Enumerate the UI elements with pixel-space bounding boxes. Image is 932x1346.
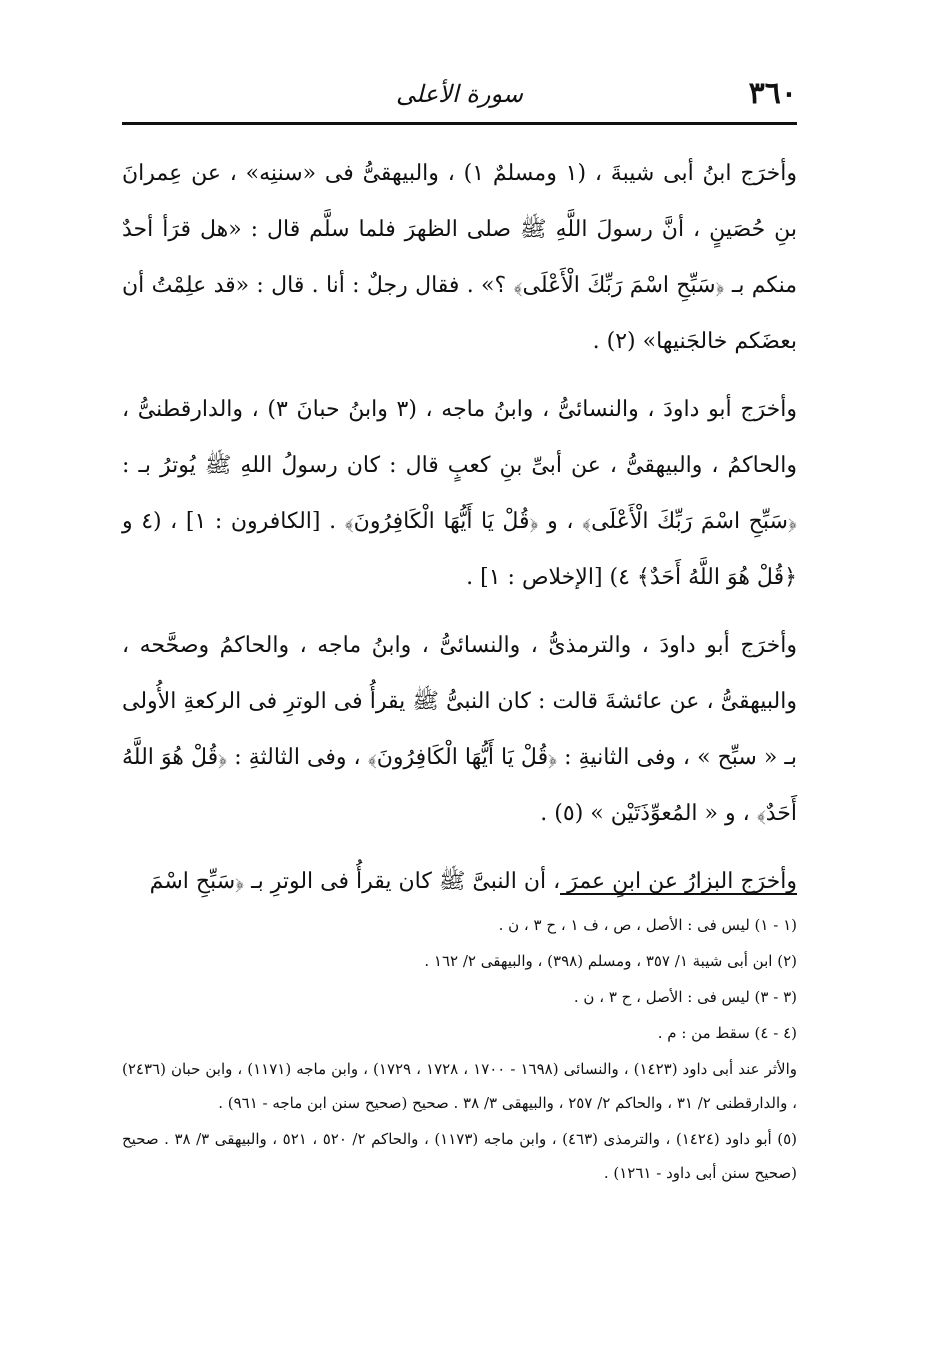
paragraph: وأخرَج أبو داودَ ، والنسائىُّ ، وابنُ ماجه ، (٣ وابنُ حبانَ ٣) ، والدارقطنىُّ ، والحاكمُ ، والبيهقىُّ ، عن أبىِّ بنِ كعبٍ قال : كان رسولُ اللهِ ﷺ يُوترُ بـ : ﴿سَبِّحِ اسْمَ رَبِّكَ الْأَعْلَى﴾ ، و ﴿قُلْ يَا أَيُّهَا الْكَافِرُونَ﴾ . [الكافرون : ١] ، (٤ و ﴿قُلْ هُوَ اللَّهُ أَحَدٌ﴾ ٤) [الإخلاص : ١] . [122, 397, 797, 590]
paragraph: وأخرَج أبو داودَ ، والترمذىُّ ، والنسائىُّ ، وابنُ ماجه ، والحاكمُ وصحَّحه ، والبيهقىُّ ، عن عائشةَ قالت : كان النبىُّ ﷺ يقرأُ فى الوترِ فى الركعةِ الأُولى بـ « سبِّح » ، وفى الثانيةِ : ﴿قُلْ يَا أَيُّهَا الْكَافِرُونَ﴾ ، وفى الثالثةِ : ﴿قُلْ هُوَ اللَّهُ أَحَدٌ﴾ ، و « المُعوِّذَتَيْن » (٥) . [122, 633, 797, 826]
paragraph: وأخرَج البزارُ عن ابنِ عمرَ ، أن النبىَّ ﷺ كان يقرأُ فى الوترِ بـ ﴿سَبِّحِ اسْمَ [149, 869, 797, 894]
footnote: (٤ - ٤) سقط من : م . [657, 1024, 797, 1042]
footnote: (٢) ابن أبى شيبة ١/ ٣٥٧ ، ومسلم (٣٩٨) ، والبيهقى ٢/ ١٦٢ . [424, 952, 797, 970]
header-divider [122, 122, 797, 125]
footnote: (١ - ١) ليس فى : الأصل ، ص ، ف ١ ، ح ٣ ، ن . [498, 916, 797, 934]
page-header [122, 72, 797, 120]
footnote: (٣ - ٣) ليس فى : الأصل ، ح ٣ ، ن . [573, 988, 797, 1006]
footnote-divider [560, 893, 797, 895]
page-number: ٣٦٠ [748, 76, 797, 111]
footnote: والأثر عند أبى داود (١٤٢٣) ، والنسائى (١٦٩٨ - ١٧٠٠ ، ١٧٢٨ ، ١٧٢٩) ، وابن ماجه (١١٧١) ، وابن حبان (٢٤٣٦) ، والدارقطنى ٢/ ٣١ ، والحاكم ٢/ ٢٥٧ ، والبيهقى ٣/ ٣٨ . صحيح (صحيح سنن ابن ماجه - ٩٦١) . [122, 1060, 797, 1112]
paragraph: وأخرَج ابنُ أبى شيبةَ ، (١ ومسلمٌ ١) ، والبيهقىُّ فى «سننِه» ، عن عِمرانَ بنِ حُصَينٍ ، أنَّ رسولَ اللَّهِ ﷺ صلى الظهرَ فلما سلَّم قال : «هل قرَأ أحدٌ منكم بـ ﴿سَبِّحِ اسْمَ رَبِّكَ الْأَعْلَى﴾ ؟» . فقال رجلٌ : أنا . قال : «قد علِمْتُ أن بعضَكم خالجَنيها» (٢) . [122, 161, 797, 354]
footnote: (٥) أبو داود (١٤٢٤) ، والترمذى (٤٦٣) ، وابن ماجه (١١٧٣) ، والحاكم ٢/ ٥٢٠ ، ٥٢١ ، والبيهقى ٣/ ٣٨ . صحيح (صحيح سنن أبى داود - ١٢٦١) . [122, 1130, 797, 1182]
running-title: سورة الأعلى [396, 80, 523, 108]
main-text [122, 146, 797, 922]
footnotes [122, 908, 797, 1192]
